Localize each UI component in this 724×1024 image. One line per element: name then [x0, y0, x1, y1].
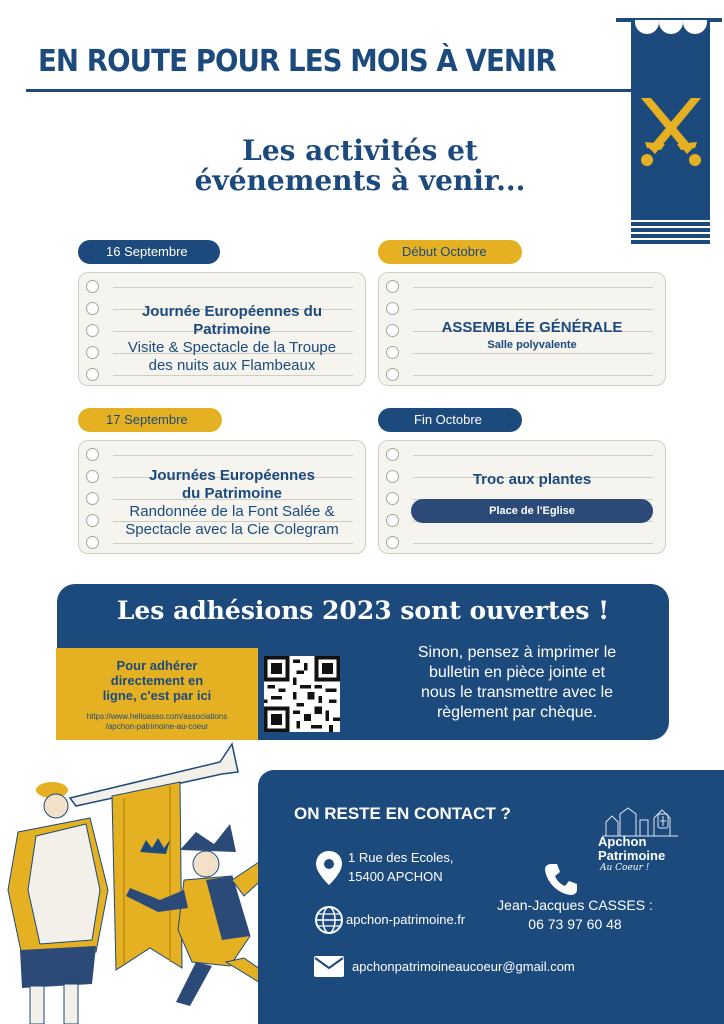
activities-heading: Les activités et événements à venir... [194, 134, 526, 197]
event-description: des nuits aux Flambeaux [148, 357, 316, 374]
event-title: ASSEMBLÉE GÉNÉRALE [441, 319, 623, 336]
event-description: Spectacle avec la Cie Colegram [125, 521, 339, 538]
event-title: du Patrimoine [181, 485, 282, 502]
event-card [378, 272, 666, 386]
header-divider [26, 89, 636, 92]
heraldic-banner [631, 22, 710, 244]
event-date-badge: Fin Octobre [378, 408, 522, 432]
membership-alternative-text: Sinon, pensez à imprimer le bulletin en pièce jointe et nous le transmettre avec le règlement par chèque. [417, 644, 617, 721]
membership-title: Les adhésions 2023 sont ouvertes ! [116, 596, 610, 625]
logo-text: Patrimoine [598, 848, 666, 863]
online-text: ligne, c'est par ici [102, 688, 212, 703]
event-card [78, 440, 366, 554]
address: 1 Rue des Ecoles, 15400 APCHON [348, 850, 454, 884]
association-logo [596, 800, 690, 880]
event-date-badge: 16 Septembre [78, 240, 220, 264]
phone-icon [544, 862, 578, 896]
event-title: Journée Européennes du [141, 303, 323, 320]
mail-icon [314, 956, 344, 977]
online-text: directement en [110, 673, 204, 688]
event-date-badge: 17 Septembre [78, 408, 222, 432]
location-pin-icon [316, 851, 342, 885]
event-location: Salle polyvalente [487, 339, 577, 351]
event-title: Troc aux plantes [472, 471, 592, 488]
event-location: Place de l'Eglise [411, 499, 653, 523]
globe-icon [314, 905, 344, 935]
logo-text: Au Coeur ! [600, 863, 650, 873]
contact-title: ON RESTE EN CONTACT ? [294, 804, 511, 823]
event-description: Visite & Spectacle de la Troupe [127, 339, 337, 356]
event-title: Journées Européennes [149, 467, 315, 484]
online-text: Pour adhérer [116, 658, 198, 673]
event-description: Randonnée de la Font Salée & [129, 503, 335, 520]
crossed-swords-icon [637, 96, 705, 168]
event-card [378, 440, 666, 554]
membership-link[interactable]: /apchon-patrimoine-au-coeur [105, 722, 209, 731]
event-card [78, 272, 366, 386]
online-membership-box [56, 648, 258, 740]
page-title: EN ROUTE POUR LES MOIS À VENIR [38, 44, 556, 79]
qr-code[interactable] [264, 656, 340, 732]
event-title: Patrimoine [193, 321, 271, 338]
email-link[interactable]: apchonpatrimoineaucoeur@gmail.com [352, 959, 575, 974]
phone-contact: Jean-Jacques CASSES : 06 73 97 60 48 [497, 897, 653, 932]
event-date-badge: Début Octobre [378, 240, 522, 264]
website-link[interactable]: apchon-patrimoine.fr [346, 912, 466, 927]
logo-text: Apchon [598, 834, 647, 849]
castle-logo-icon [600, 800, 680, 838]
membership-link[interactable]: https://www.helloasso.com/associations [86, 712, 228, 721]
